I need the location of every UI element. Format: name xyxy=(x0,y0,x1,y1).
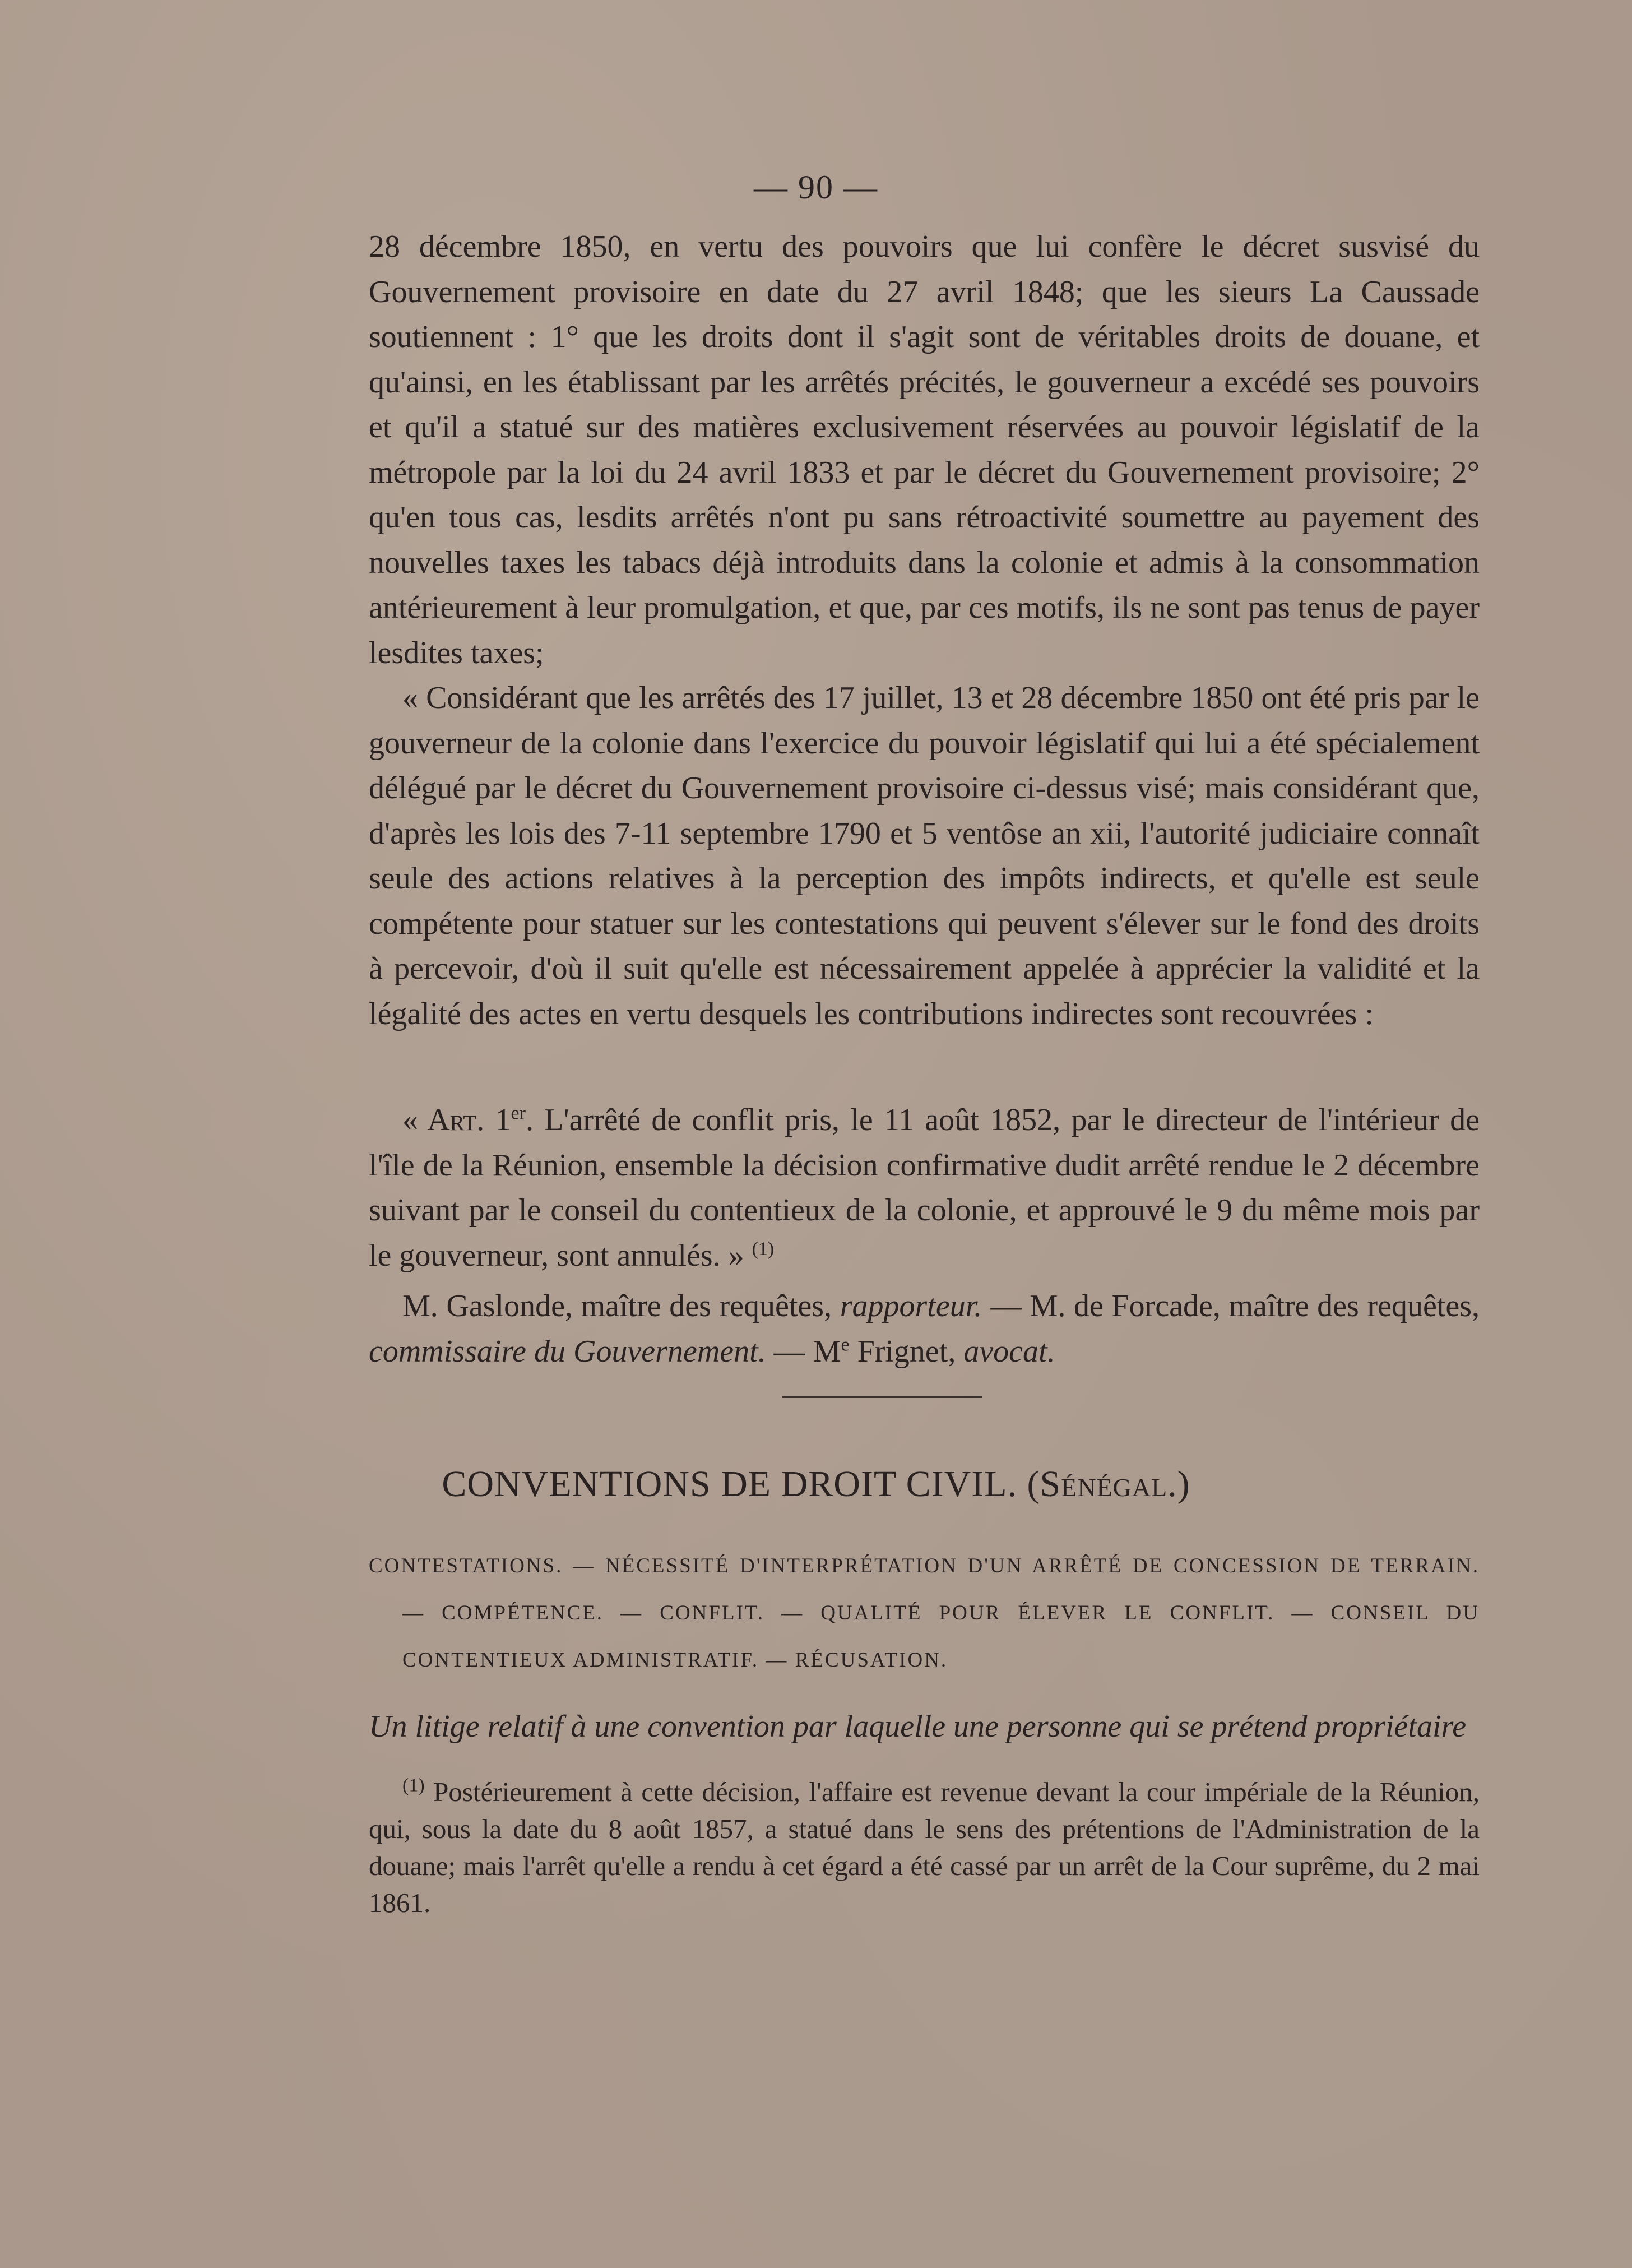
signature-avocat-prefix: — M xyxy=(766,1334,841,1369)
body-text xyxy=(369,224,1480,1036)
signatures xyxy=(369,1284,1480,1374)
footnote-body: Postérieurement à cette décision, l'affaire est revenue devant la cour impériale de la Réunion, qui, sous la date du 8 août 1857, a statué dans le sens des prétentions de l'Administration de la douane; mais l'arrêt qu'elle a rendu à cet égard a été cassé par un arrêt de la Cour suprême, du 2 mai 1861. xyxy=(369,1776,1480,1918)
abstract xyxy=(369,1704,1480,1749)
signature-commissaire-name: — M. de Forcade, maître des requêtes, xyxy=(982,1289,1480,1323)
abstract-text: Un litige relatif à une convention par laquelle une personne qui se prétend propriétaire xyxy=(369,1709,1467,1744)
signature-avocat-sup: e xyxy=(841,1334,850,1355)
signature-rapporteur-role: rapporteur. xyxy=(840,1289,982,1323)
signature-avocat-role: avocat. xyxy=(963,1334,1055,1369)
decision-block xyxy=(369,1098,1480,1374)
footnote xyxy=(369,1774,1480,1922)
section-title-main: CONVENTIONS DE DROIT CIVIL. xyxy=(442,1464,1018,1505)
section-title xyxy=(0,1463,1632,1506)
signature-rapporteur-name: M. Gaslonde, maître des requêtes, xyxy=(402,1289,840,1323)
section-title-region: (Sénégal.) xyxy=(1027,1464,1190,1505)
summary-keywords xyxy=(369,1543,1480,1684)
body-paragraph-considerant: « Considérant que les arrêtés des 17 juillet, 13 et 28 décembre 1850 ont été pris par le gouverneur de la colonie dans l'exercice du pouvoir législatif qui lui a été spécialement délégué par le décret du Gouvernement provisoire ci-dessus visé; mais considérant que, d'après les lois des 7-11 septembre 1790 et 5 ventôse an xii, l'autorité judiciaire connaît seule des actions relatives à la perception des impôts indirects, et qu'elle est seule compétente pour statuer sur les contestations qui peuvent s'élever sur le fond des droits à percevoir, d'où il suit qu'elle est nécessairement appelée à apprécier la validité et la légalité des actes en vertu desquels les contributions indirectes sont recouvrées : xyxy=(369,681,1480,1031)
article-label: « Art. 1 xyxy=(402,1103,511,1137)
article-one xyxy=(369,1098,1480,1278)
body-paragraph-continuation: 28 décembre 1850, en vertu des pouvoirs que lui confère le décret susvisé du Gouvernement provisoire en date du 27 avril 1848; que les sieurs La Caussade soutiennent : 1° que les droits dont il s'agit sont de véritables droits de douane, et qu'ainsi, en les établissant par les arrêtés précités, le gouverneur a excédé ses pouvoirs et qu'il a statué sur des matières exclusivement réservées au pouvoir législatif de la métropole par la loi du 24 avril 1833 et par le décret du Gouvernement provisoire; 2° qu'en tous cas, lesdits arrêtés n'ont pu sans rétroactivité soumettre au payement des nouvelles taxes les tabacs déjà introduits dans la colonie et admis à la consommation antérieurement à leur promulgation, et que, par ces motifs, ils ne sont pas tenus de payer lesdites taxes; xyxy=(369,229,1480,670)
section-divider xyxy=(782,1396,982,1398)
article-ordinal: er xyxy=(511,1103,526,1124)
footnote-marker: (1) xyxy=(402,1775,425,1796)
signature-avocat-name: Frignet, xyxy=(849,1334,964,1369)
signature-commissaire-role: commissaire du Gouvernement. xyxy=(369,1334,766,1369)
article-text: . L'arrêté de conflit pris, le 11 août 1852, par le directeur de l'intérieur de l'île de la Réunion, ensemble la décision confirmative dudit arrêté rendue le 2 décembre suivant par le conseil du contentieux de la colonie, et approuvé le 9 du même mois par le gouverneur, sont annulés. » xyxy=(369,1103,1480,1273)
summary-text: CONTESTATIONS. — NÉCESSITÉ D'INTERPRÉTATION D'UN ARRÊTÉ DE CONCESSION DE TERRAIN. — COMPÉTENCE. — CONFLIT. — QUALITÉ POUR ÉLEVER LE CONFLIT. — CONSEIL DU CONTENTIEUX ADMINISTRATIF. — RÉCUSATION. xyxy=(369,1554,1480,1672)
footnote-text xyxy=(369,1774,1480,1922)
footnote-reference: (1) xyxy=(752,1238,775,1259)
page-number: — 90 — xyxy=(754,169,878,206)
